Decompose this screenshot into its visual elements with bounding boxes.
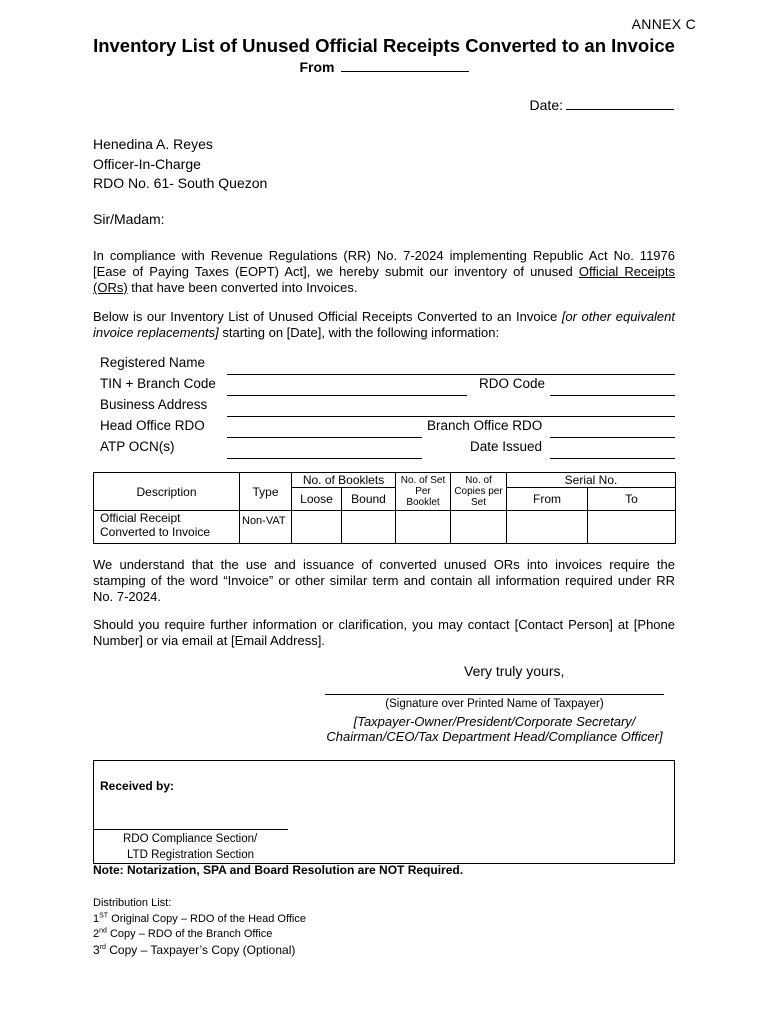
p1-underlined: Official Receipts (ORs) (93, 264, 675, 295)
received-section (123, 831, 257, 863)
item3-sup: rd (99, 943, 106, 951)
distribution-list (93, 896, 306, 958)
date-label: Date: (529, 97, 563, 113)
p1-text-b: that have been converted into Invoices. (127, 280, 358, 295)
business-address-field[interactable] (227, 416, 675, 417)
cell-bound[interactable] (342, 511, 396, 544)
paragraph-contact: Should you require further information or clarification, you may contact [Contact Person] at [Phone Number] or via email at [Email Address]. (93, 617, 675, 648)
salutation: Sir/Madam: (93, 211, 165, 227)
addressee-office: RDO No. 61- South Quezon (93, 175, 268, 191)
cell-loose[interactable] (292, 511, 342, 544)
atp-ocn-label: ATP OCN(s) (100, 439, 175, 454)
cell-set-per-booklet[interactable] (396, 511, 451, 544)
item1-text: Original Copy – RDO of the Head Office (108, 912, 306, 925)
annex-label: ANNEX C (631, 16, 696, 32)
head-office-rdo-field[interactable] (227, 437, 422, 438)
cell-copies-per-set[interactable] (451, 511, 507, 544)
item2-sup: nd (99, 927, 107, 935)
header-type: Type (240, 473, 292, 511)
signature-roles (300, 714, 689, 744)
header-description: Description (94, 473, 240, 511)
header-copies-per-set: No. of Copies per Set (451, 473, 507, 511)
received-signature-line[interactable] (93, 829, 288, 830)
inventory-table (93, 472, 676, 544)
signature-roles-line-1: [Taxpayer-Owner/President/Corporate Secretary/ (353, 714, 636, 729)
p1-text-a: In compliance with Revenue Regulations (RR) No. 7-2024 implementing Republic Act No. 11976 [Ease of Paying Taxes (EOPT) Act], we hereby submit our inventory of unused (93, 248, 675, 279)
date-line (530, 97, 674, 113)
header-bound: Bound (342, 488, 396, 511)
table-row (94, 511, 676, 544)
branch-office-rdo-field[interactable] (550, 437, 675, 438)
p2-text-b: starting on [Date], with the following information: (218, 325, 500, 340)
date-blank[interactable] (566, 97, 674, 110)
header-from: From (507, 488, 588, 511)
from-blank[interactable] (341, 59, 469, 72)
tin-branch-code-label: TIN + Branch Code (100, 376, 216, 391)
paragraph-inventory (93, 309, 675, 341)
paragraph-understanding: We understand that the use and issuance of converted unused ORs into invoices require the stamping of the word “Invoice” or other similar term and contain all information required under RR No. 7-2024. (93, 557, 675, 604)
registered-name-field[interactable] (227, 374, 675, 375)
atp-ocn-field[interactable] (227, 458, 422, 459)
document-title: Inventory List of Unused Official Receipts Converted to an Invoice (93, 35, 675, 56)
cell-description: Official Receipt Converted to Invoice (94, 511, 240, 544)
cell-type: Non-VAT (240, 511, 292, 544)
header-set-per-booklet: No. of Set Per Booklet (396, 473, 451, 511)
branch-office-rdo-label: Branch Office RDO (427, 418, 543, 433)
item2-num: 2 (93, 928, 100, 940)
header-loose: Loose (292, 488, 342, 511)
addressee-name: Henedina A. Reyes (93, 136, 213, 152)
tin-branch-code-field[interactable] (227, 395, 467, 396)
item3-num: 3 (93, 942, 100, 957)
from-label: From (299, 59, 335, 75)
signature-roles-line-2: Chairman/CEO/Tax Department Head/Compliance Officer] (326, 729, 663, 744)
header-no-of-booklets: No. of Booklets (292, 473, 396, 488)
received-by-label: Received by: (100, 779, 175, 793)
distribution-title: Distribution List: (93, 897, 172, 909)
registered-name-label: Registered Name (100, 355, 206, 370)
notarization-note: Note: Notarization, SPA and Board Resolution are NOT Required. (93, 863, 464, 877)
header-serial-no: Serial No. (507, 473, 676, 488)
from-line (0, 59, 768, 75)
signature-caption: (Signature over Printed Name of Taxpayer) (385, 698, 604, 710)
cell-serial-from[interactable] (507, 511, 588, 544)
addressee-position: Officer-In-Charge (93, 155, 201, 172)
head-office-rdo-label: Head Office RDO (100, 418, 205, 433)
list-item (93, 912, 306, 928)
item1-sup: ST (99, 911, 109, 919)
received-section-line-2: LTD Registration Section (127, 849, 254, 861)
header-to: To (588, 488, 676, 511)
closing: Very truly yours, (464, 663, 565, 679)
list-item (93, 943, 306, 959)
date-issued-label: Date Issued (470, 439, 543, 454)
p2-italic: [or other equivalent invoice replacements] (93, 309, 676, 340)
addressee-block (93, 135, 267, 194)
received-section-line-1: RDO Compliance Section/ (123, 833, 258, 845)
rdo-code-field[interactable] (550, 395, 675, 396)
item1-num: 1 (93, 912, 100, 925)
item3-text: Copy – Taxpayer’s Copy (Optional) (105, 942, 296, 957)
cell-serial-to[interactable] (588, 511, 676, 544)
table-header-row-1 (94, 473, 676, 488)
paragraph-compliance (93, 248, 675, 296)
item2-text: Copy – RDO of the Branch Office (106, 928, 273, 940)
business-address-label: Business Address (100, 397, 208, 412)
p2-text-a: Below is our Inventory List of Unused Official Receipts Converted to an Invoice (93, 309, 562, 324)
date-issued-field[interactable] (550, 458, 675, 459)
signature-line[interactable] (325, 694, 664, 695)
list-item (93, 927, 306, 943)
rdo-code-label: RDO Code (479, 376, 546, 391)
